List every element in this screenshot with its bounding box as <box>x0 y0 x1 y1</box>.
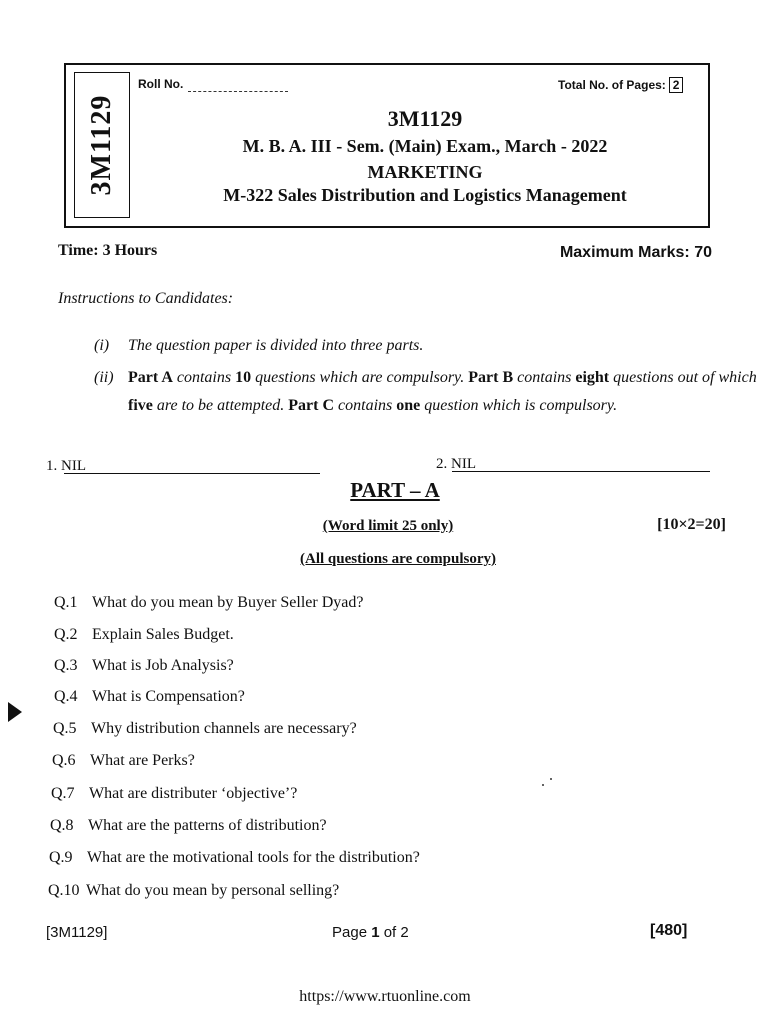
all-compulsory-note: (All questions are compulsory) <box>300 551 496 567</box>
question-number: Q.8 <box>50 817 74 834</box>
question-number: Q.5 <box>53 720 77 737</box>
nil-line-1 <box>64 473 320 474</box>
nil-line-2 <box>452 471 710 472</box>
part-a-title: PART – A <box>350 478 440 502</box>
question-10 <box>48 882 339 900</box>
instruction-2 <box>94 364 758 420</box>
instruction-emphasis: Part A <box>128 369 173 386</box>
question-1 <box>54 594 363 612</box>
roll-no-label: Roll No. <box>138 77 184 91</box>
side-code: 3M1129 <box>86 94 117 196</box>
question-number: Q.7 <box>51 785 75 802</box>
exam-line: M. B. A. III - Sem. (Main) Exam., March - 2022 <box>242 136 608 156</box>
question-text: What are Perks? <box>90 752 195 769</box>
question-number: Q.4 <box>54 688 78 705</box>
instruction-segment: contains <box>513 369 576 386</box>
nil-item-2: 2. NIL <box>436 456 476 472</box>
scan-arrow-mark <box>8 702 22 722</box>
total-pages <box>558 77 683 93</box>
instruction-number: (i) <box>94 337 110 354</box>
scan-speck <box>542 784 544 786</box>
question-8 <box>50 817 327 835</box>
question-5 <box>53 720 357 738</box>
instruction-emphasis: one <box>396 397 421 414</box>
question-text: What is Job Analysis? <box>92 657 234 674</box>
question-text: What are distributer ‘objective’? <box>89 785 298 802</box>
instruction-text <box>128 369 757 414</box>
question-text: What are the patterns of distribution? <box>88 817 327 834</box>
nil-item-1: 1. NIL <box>46 458 86 474</box>
footer-number: [480] <box>650 922 688 939</box>
word-limit: (Word limit 25 only) <box>322 518 454 534</box>
instruction-segment: contains <box>172 369 236 386</box>
question-number: Q.6 <box>52 752 76 769</box>
instruction-segment: are to be attempted. <box>152 397 289 414</box>
instruction-segment: questions which are compulsory. <box>251 369 469 386</box>
question-number: Q.1 <box>54 594 78 611</box>
page-indicator <box>332 924 409 941</box>
footer-paper-code: [3M1129] <box>46 924 108 941</box>
paper-code: 3M1129 <box>387 106 463 131</box>
question-2 <box>54 626 234 644</box>
question-number: Q.10 <box>48 882 80 899</box>
instruction-emphasis: Part B <box>468 369 514 386</box>
question-text: What is Compensation? <box>92 688 245 705</box>
instruction-text: The question paper is divided into three parts. <box>128 337 424 354</box>
instruction-emphasis: 10 <box>235 369 252 386</box>
instruction-1 <box>94 332 724 360</box>
paper-title: M-322 Sales Distribution and Logistics Management <box>223 185 627 205</box>
question-number: Q.2 <box>54 626 78 643</box>
page-current: 1 <box>371 924 380 941</box>
instruction-segment: question which is compulsory. <box>420 397 618 414</box>
instruction-number: (ii) <box>94 369 114 386</box>
part-a-marks: [10×2=20] <box>657 516 726 533</box>
question-text: Why distribution channels are necessary? <box>91 720 357 737</box>
question-number: Q.3 <box>54 657 78 674</box>
source-url: https://www.rtuonline.com <box>299 988 471 1005</box>
question-6 <box>52 752 195 770</box>
instructions-heading: Instructions to Candidates: <box>58 290 234 307</box>
page-total: 2 <box>400 924 409 941</box>
maximum-marks: Maximum Marks: 70 <box>559 244 712 261</box>
instruction-emphasis: five <box>128 397 153 414</box>
page-mid: of <box>379 924 401 941</box>
instruction-segment: questions out of which <box>609 369 757 386</box>
question-text: What do you mean by personal selling? <box>86 882 340 899</box>
question-text: Explain Sales Budget. <box>92 626 234 643</box>
page-prefix: Page <box>332 924 372 941</box>
question-4 <box>54 688 245 706</box>
roll-no-field <box>188 91 288 92</box>
instruction-emphasis: eight <box>575 369 610 386</box>
scan-speck <box>550 778 552 780</box>
instruction-segment: contains <box>334 397 397 414</box>
question-number: Q.9 <box>49 849 73 866</box>
question-7 <box>51 785 297 803</box>
question-9 <box>49 849 420 867</box>
subject: MARKETING <box>367 162 483 182</box>
question-text: What are the motivational tools for the distribution? <box>87 849 420 866</box>
total-pages-value: 2 <box>669 77 684 93</box>
question-3 <box>54 657 234 675</box>
time-allowed: Time: 3 Hours <box>58 242 158 259</box>
instruction-emphasis: Part C <box>288 397 335 414</box>
question-text: What do you mean by Buyer Seller Dyad? <box>92 594 364 611</box>
total-pages-label: Total No. of Pages: <box>558 78 666 92</box>
